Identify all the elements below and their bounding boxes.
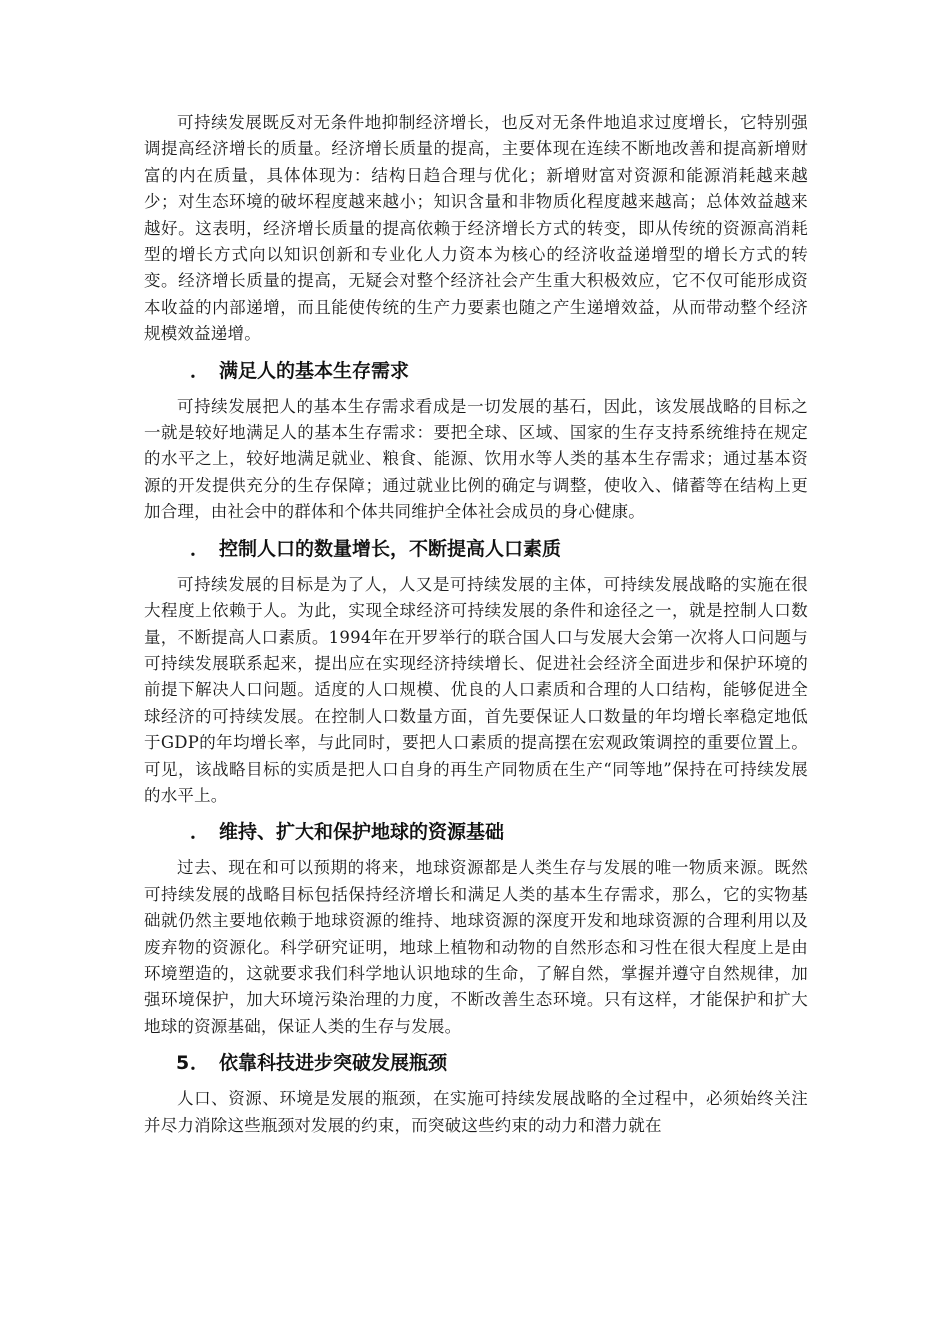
heading-number: 5 [176,1052,190,1075]
heading-separator: ． [190,359,210,382]
paragraph-technology-progress: 人口、资源、环境是发展的瓶颈，在实施可持续发展战略的全过程中，必须始终关注并尽力消除这些瓶颈对发展的约束，而突破这些约束的动力和潜力就在 [144,1089,808,1135]
heading-separator: ． [190,1052,210,1075]
heading-resource-base [144,817,808,847]
paragraph-economic-growth-quality: 可持续发展既反对无条件地抑制经济增长，也反对无条件地追求过度增长，它特别强调提高经济增长的质量。经济增长质量的提高，主要体现在连续不断地改善和提高新增财富的内在质量，具体体现为：结构日趋合理与优化；新增财富对资源和能源消耗越来越少；对生态环境的破坏程度越来越小；知识含量和非物质化程度越来越高；总体效益越来越好。这表明，经济增长质量的提高依赖于经济增长方式的转变，即从传统的资源高消耗型的增长方式向以知识创新和专业化人力资本为核心的经济收益递增型的增长方式的转变。经济增长质量的提高，无疑会对整个经济社会产生重大积极效应，它不仅可能形成资本收益的内部递增，而且能使传统的生产力要素也随之产生递增效益，从而带动整个经济规模效益递增。 [144,113,808,344]
heading-basic-needs [144,356,808,386]
heading-technology-progress [144,1048,808,1078]
heading-separator: ． [190,821,210,844]
paragraph-resource-base: 过去、现在和可以预期的将来，地球资源都是人类生存与发展的唯一物质来源。既然可持续发展的战略目标包括保持经济增长和满足人类的基本生存需求，那么，它的实物基础就仍然主要地依赖于地球资源的维持、地球资源的深度开发和地球资源的合理利用以及废弃物的资源化。科学研究证明，地球上植物和动物的自然形态和习性在很大程度上是由环境塑造的，这就要求我们科学地认识地球的生命，了解自然，掌握并遵守自然规律，加强环境保护，加大环境污染治理的力度，不断改善生态环境。只有这样，才能保护和扩大地球的资源基础，保证人类的生存与发展。 [144,858,808,1036]
heading-text: 满足人的基本生存需求 [219,359,410,382]
heading-population-control [144,534,808,564]
paragraph-population-control: 可持续发展的目标是为了人，人又是可持续发展的主体，可持续发展战略的实施在很大程度上依赖于人。为此，实现全球经济可持续发展的条件和途径之一，就是控制人口数量，不断提高人口素质。1994年在开罗举行的联合国人口与发展大会第一次将人口问题与可持续发展联系起来，提出应在实现经济持续增长、促进社会经济全面进步和保护环境的前提下解决人口问题。适度的人口规模、优良的人口素质和合理的人口结构，能够促进全球经济的可持续发展。在控制人口数量方面，首先要保证人口数量的年均增长率稳定地低于GDP的年均增长率，与此同时，要把人口素质的提高摆在宏观政策调控的重要位置上。可见，该战略目标的实质是把人口自身的再生产同物质在生产“同等地”保持在可持续发展的水平上。 [144,574,808,805]
document-body [144,110,808,1139]
heading-text: 控制人口的数量增长，不断提高人口素质 [219,537,562,560]
paragraph-basic-needs: 可持续发展把人的基本生存需求看成是一切发展的基石，因此，该发展战略的目标之一就是较好地满足人的基本生存需求：要把全球、区域、国家的生存支持系统维持在规定的水平之上，较好地满足就业、粮食、能源、饮用水等人类的基本生存需求；通过基本资源的开发提供充分的生存保障；通过就业比例的确定与调整，使收入、储蓄等在结构上更加合理，由社会中的群体和个体共同维护全体社会成员的身心健康。 [144,396,808,522]
heading-text: 依靠科技进步突破发展瓶颈 [219,1052,448,1075]
heading-text: 维持、扩大和保护地球的资源基础 [219,821,505,844]
heading-separator: ． [190,537,210,560]
